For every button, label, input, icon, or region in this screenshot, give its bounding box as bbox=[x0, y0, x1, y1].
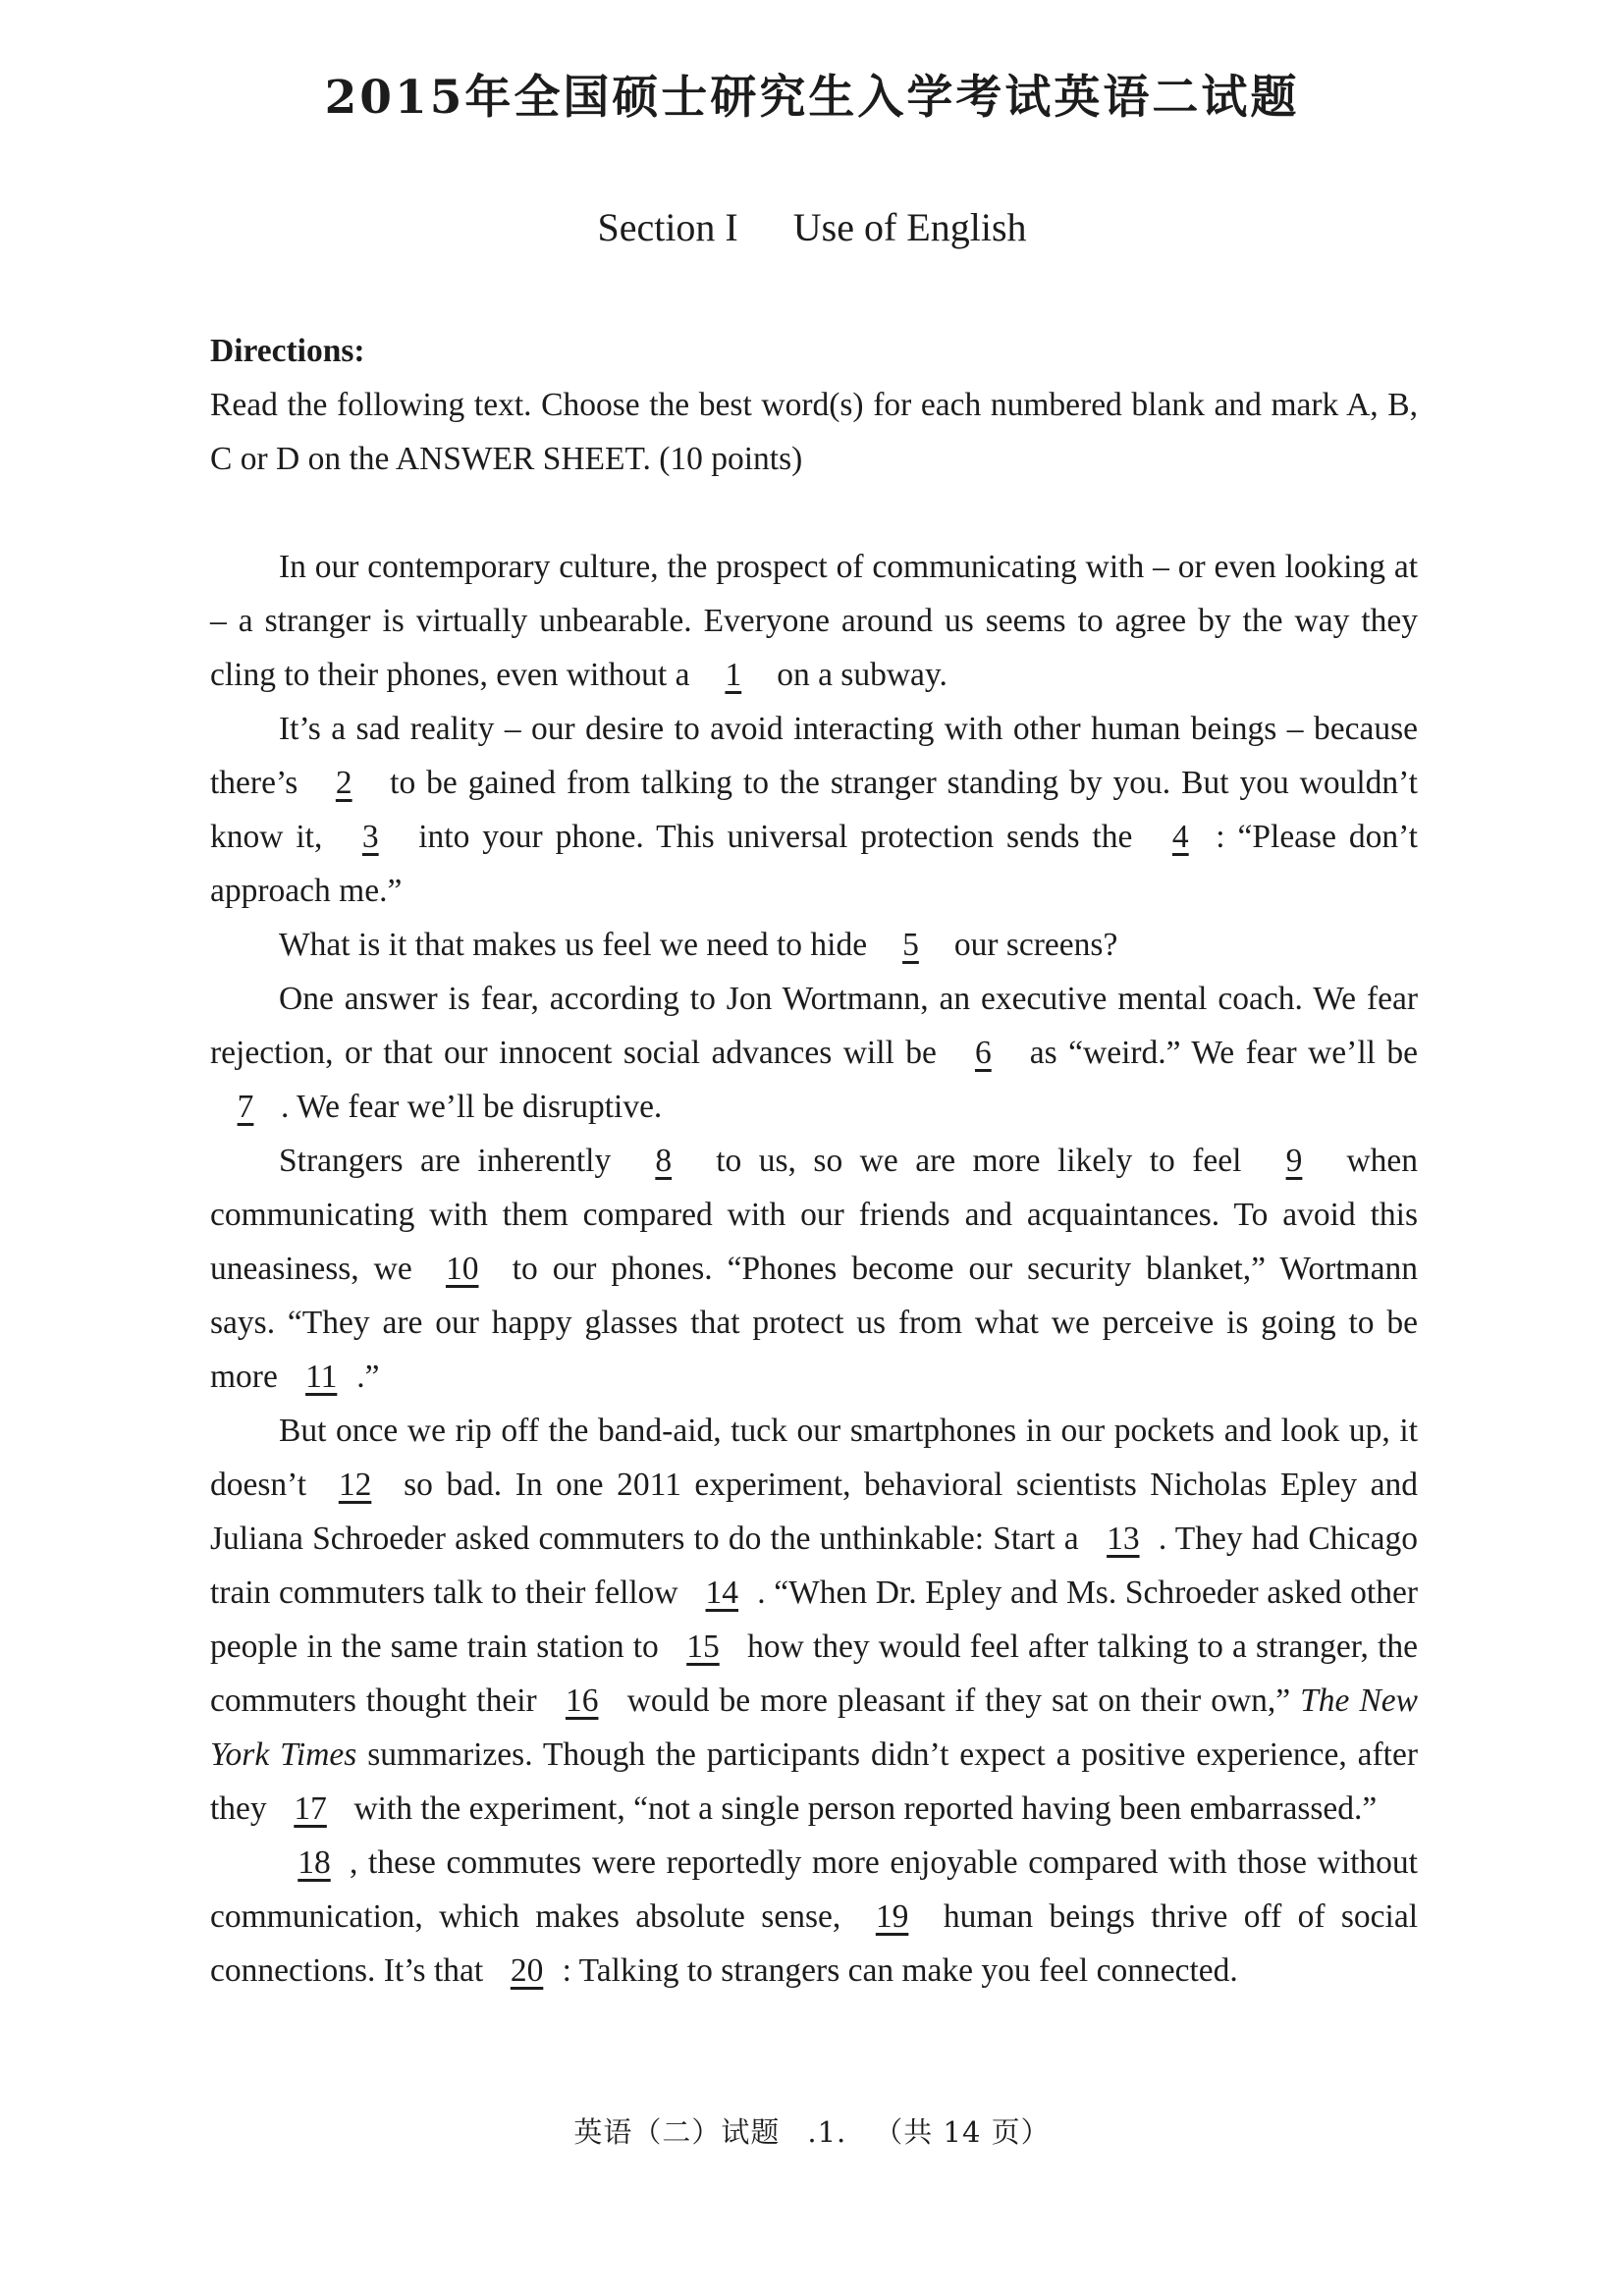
blank-3: 3 bbox=[361, 819, 379, 855]
section-name: Use of English bbox=[792, 205, 1027, 249]
text-run: It’s a sad reality – our desire to avoid interacting with other human beings – because there’s bbox=[210, 711, 1418, 801]
text-run: . We fear we’ll be disruptive. bbox=[281, 1089, 663, 1125]
section-heading bbox=[0, 204, 1624, 250]
text-run: summarizes. Though the participants didn’t expect a positive experience, after they bbox=[210, 1736, 1418, 1827]
directions-heading: Directions: bbox=[210, 333, 365, 369]
text-run: how they would feel after talking to a stranger, the commuters thought their bbox=[210, 1629, 1419, 1719]
blank-18: 18 bbox=[298, 1844, 331, 1881]
text-run: to our phones. “Phones become our security blanket,” Wortmann says. “They are our happy glasses that protect us from what we perceive is going to be more bbox=[210, 1251, 1418, 1395]
blank-13: 13 bbox=[1107, 1521, 1140, 1557]
text-run: : “Please don’t approach me.” bbox=[210, 819, 1418, 909]
blank-8: 8 bbox=[655, 1143, 673, 1179]
directions-body: Read the following text. Choose the best word(s) for each numbered blank and mark A, B, C or D on the ANSWER SHEET. (10 points) bbox=[210, 387, 1418, 477]
blank-14: 14 bbox=[705, 1575, 739, 1611]
blank-6: 6 bbox=[974, 1035, 992, 1071]
text-run: to be gained from talking to the stranger standing by you. But you wouldn’t know it, bbox=[210, 765, 1418, 855]
text-run: with the experiment, “not a single person reported having been embarrassed.” bbox=[346, 1790, 1378, 1827]
footer-subject: 英语（二）试题 bbox=[573, 2115, 781, 2149]
paragraph-3 bbox=[210, 918, 1418, 972]
blank-17: 17 bbox=[294, 1790, 327, 1827]
blank-4: 4 bbox=[1171, 819, 1189, 855]
blank-19: 19 bbox=[875, 1898, 909, 1935]
blank-12: 12 bbox=[338, 1467, 372, 1503]
text-run: human beings thrive off of social connections. It’s that bbox=[210, 1898, 1418, 1989]
paragraph-2 bbox=[210, 702, 1418, 918]
page-footer bbox=[0, 2110, 1624, 2151]
blank-11: 11 bbox=[305, 1359, 338, 1395]
text-run: as “weird.” We fear we’ll be bbox=[1018, 1035, 1418, 1071]
text-run: so bad. In one 2011 experiment, behavioral scientists Nicholas Epley and Juliana Schroeder asked commuters to do the unthinkable: Start a bbox=[210, 1467, 1418, 1557]
paragraph-6 bbox=[210, 1404, 1418, 1836]
blank-10: 10 bbox=[445, 1251, 479, 1287]
text-run: to us, so we are more likely to feel bbox=[698, 1143, 1259, 1179]
paragraph-7 bbox=[210, 1836, 1418, 1998]
text-run: would be more pleasant if they sat on their own,” bbox=[617, 1682, 1301, 1719]
blank-15: 15 bbox=[686, 1629, 720, 1665]
blank-9: 9 bbox=[1285, 1143, 1303, 1179]
blank-20: 20 bbox=[510, 1952, 544, 1989]
blank-2: 2 bbox=[335, 765, 352, 801]
text-run: .” bbox=[356, 1359, 380, 1395]
footer-total-pages: （共 14 页） bbox=[874, 2115, 1051, 2149]
blank-1: 1 bbox=[725, 657, 742, 693]
text-run: One answer is fear, according to Jon Wortmann, an executive mental coach. We fear rejection, or that our innocent social advances will be bbox=[210, 981, 1418, 1071]
text-run: on a subway. bbox=[768, 657, 947, 693]
blank-7: 7 bbox=[237, 1089, 254, 1125]
publication-name: The New York Times bbox=[210, 1682, 1419, 1773]
text-run: when communicating with them compared with our friends and acquaintances. To avoid this uneasiness, we bbox=[210, 1143, 1419, 1287]
footer-page-number: .1. bbox=[807, 2115, 847, 2149]
cloze-passage bbox=[210, 540, 1418, 1998]
text-run: In our contemporary culture, the prospect of communicating with – or even looking at – a stranger is virtually unbearable. Everyone around us seems to agree by the way they cling to their phones, even without a bbox=[210, 549, 1418, 693]
text-run: But once we rip off the band-aid, tuck our smartphones in our pockets and look up, it doesn’t bbox=[210, 1413, 1418, 1503]
blank-16: 16 bbox=[565, 1682, 599, 1719]
text-run: into your phone. This universal protection sends the bbox=[406, 819, 1146, 855]
text-run: our screens? bbox=[946, 927, 1118, 963]
text-run: , these commutes were reportedly more enjoyable compared with those without communication, which makes absolute sense, bbox=[210, 1844, 1418, 1935]
text-run: Strangers are inherently bbox=[279, 1143, 628, 1179]
text-run: . They had Chicago train commuters talk to their fellow bbox=[210, 1521, 1418, 1611]
blank-5: 5 bbox=[902, 927, 919, 963]
text-run: . “When Dr. Epley and Ms. Schroeder asked other people in the same train station to bbox=[210, 1575, 1418, 1665]
exam-title: 2015年全国硕士研究生入学考试英语二试题 bbox=[324, 71, 1300, 125]
text-run: : Talking to strangers can make you feel connected. bbox=[562, 1952, 1238, 1989]
paragraph-4 bbox=[210, 972, 1418, 1134]
paragraph-5 bbox=[210, 1134, 1418, 1404]
text-run: What is it that makes us feel we need to hide bbox=[279, 927, 876, 963]
paragraph-1 bbox=[210, 540, 1418, 702]
section-number: Section I bbox=[597, 205, 738, 249]
